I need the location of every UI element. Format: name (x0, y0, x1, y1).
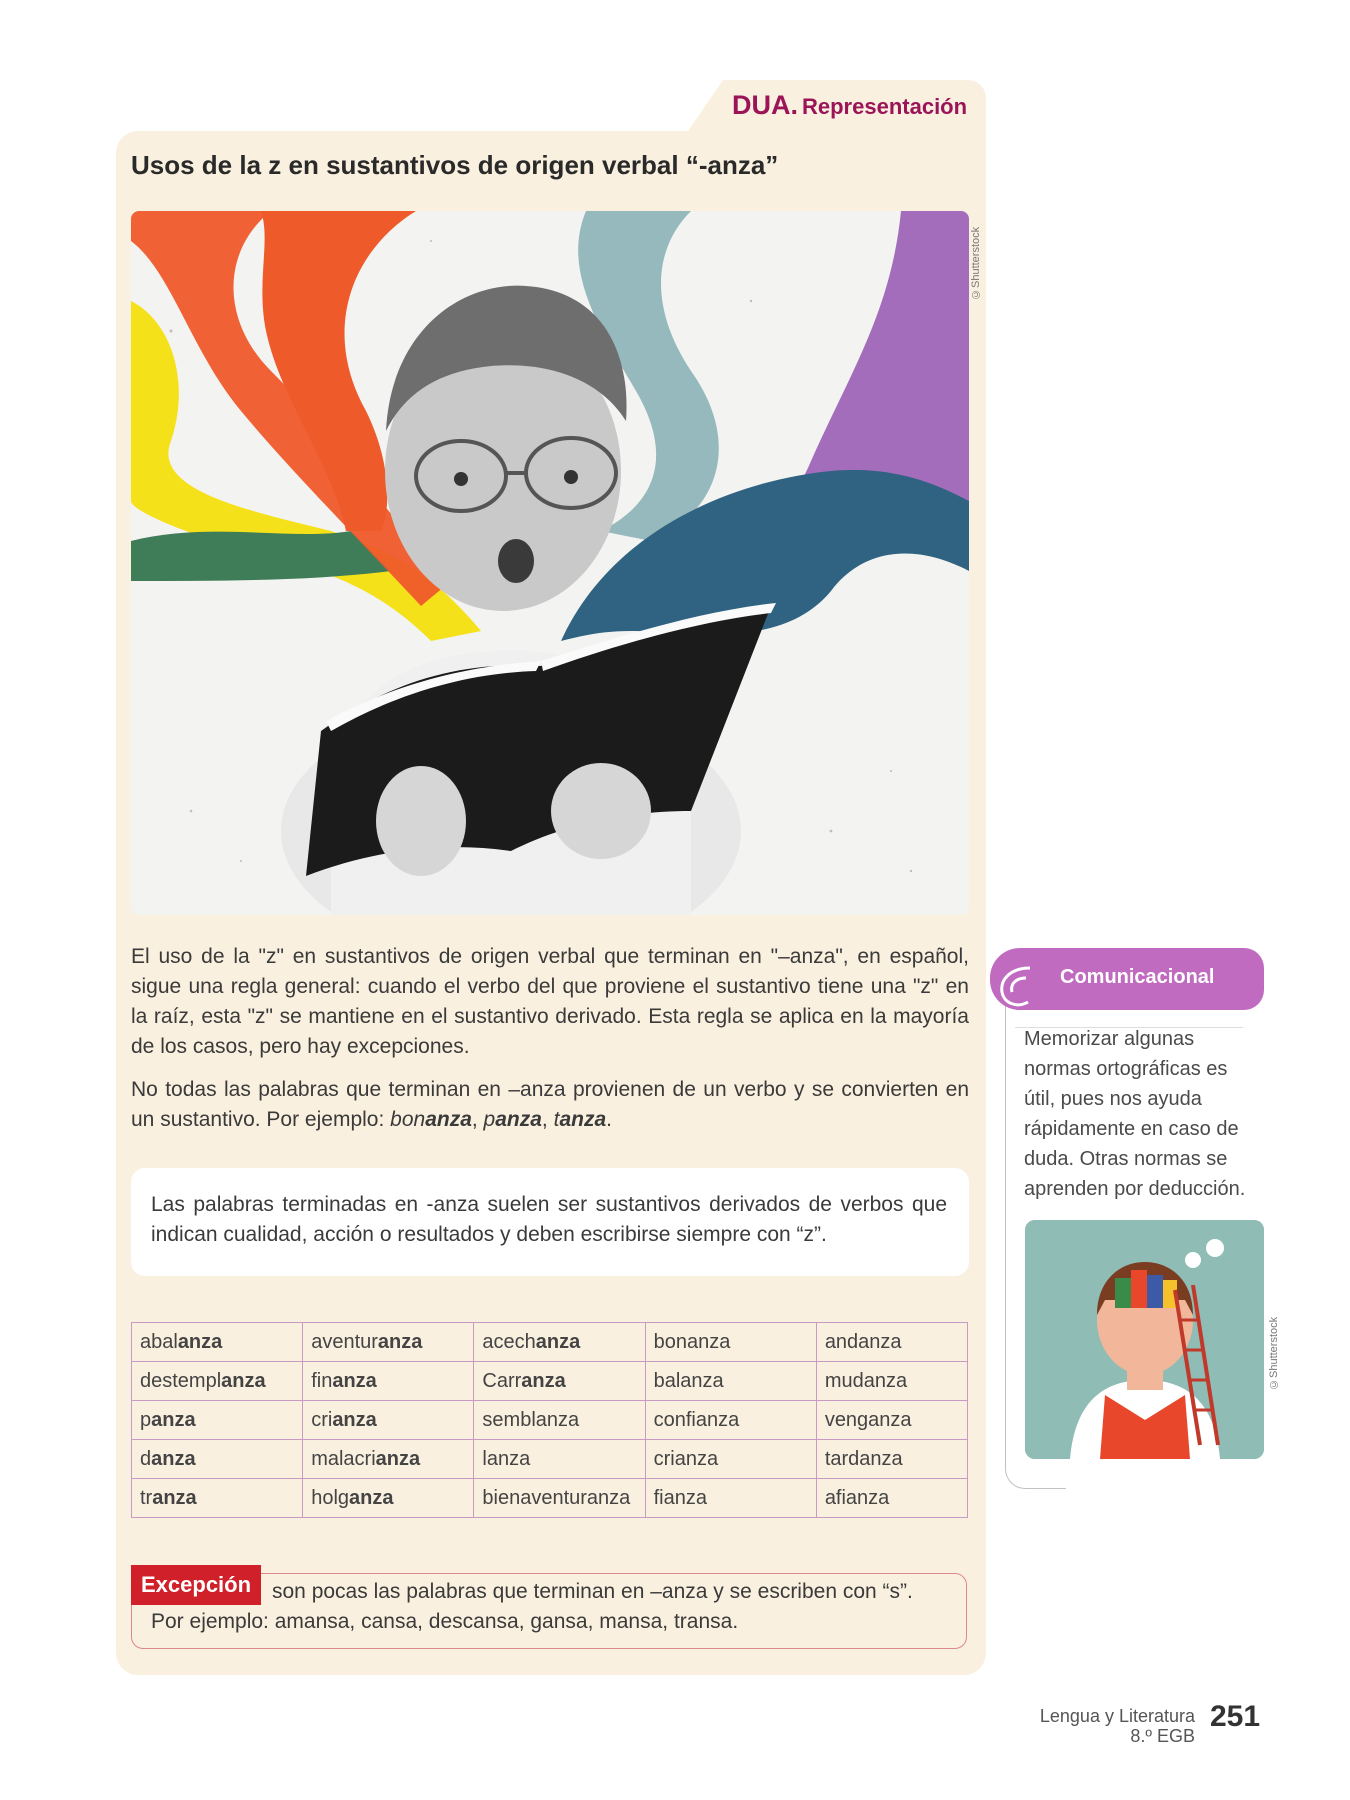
footer-subject (1005, 1706, 1195, 1746)
word-cell: tardanza (816, 1440, 967, 1479)
word-cell: holganza (303, 1479, 474, 1518)
examples-lead: No todas las palabras que terminan en –anza provienen de un verbo y se convierten en un sustantivo. Por ejemplo: (131, 1078, 969, 1131)
page-number: 251 (1210, 1700, 1261, 1733)
word-cell: destemplanza (132, 1362, 303, 1401)
word-cell: finanza (303, 1362, 474, 1401)
sidebar-text: Memorizar algunas normas ortográficas es útil, pues nos ayuda rápidamente en caso de duda. Otras normas se aprenden por deducción. (1024, 1028, 1246, 1200)
word-cell: balanza (645, 1362, 816, 1401)
word-cell: mudanza (816, 1362, 967, 1401)
dua-tag-label: Representación (802, 94, 968, 119)
word-cell: bonanza (645, 1323, 816, 1362)
word-cell: aventuranza (303, 1323, 474, 1362)
example-word: tanza (553, 1108, 607, 1131)
rule-text: Las palabras terminadas en -anza suelen ser sustantivos derivados de verbos que indican cualidad, acción o resultados y deben escribirse siempre con “z”. (151, 1193, 947, 1246)
footer-subject-name: Lengua y Literatura (1039, 1706, 1195, 1726)
word-cell: tranza (132, 1479, 303, 1518)
example-word: panza (483, 1108, 542, 1131)
table-row (132, 1440, 968, 1479)
intro-paragraph: El uso de la "z" en sustantivos de origen verbal que terminan en "–anza", en español, sigue una regla general: cuando el verbo del que proviene el sustantivo tiene una "z" en la raíz, esta "z" se mantiene en el sustantivo derivado. Esta regla se aplica en la mayoría de los casos, pero hay excepciones. (131, 945, 969, 1058)
word-cell: semblanza (474, 1401, 645, 1440)
footer-grade: 8.º EGB (1130, 1726, 1195, 1746)
word-cell: malacrianza (303, 1440, 474, 1479)
dua-tag (732, 90, 967, 121)
rule-box (131, 1168, 969, 1276)
word-cell: acechanza (474, 1323, 645, 1362)
exception-text: son pocas las palabras que terminan en –anza y se escriben con “s”. (272, 1580, 913, 1603)
table-row (132, 1479, 968, 1518)
word-cell: confianza (645, 1401, 816, 1440)
example-word: bonanza (390, 1108, 472, 1131)
sidebar-title: Comunicacional (1060, 966, 1215, 988)
word-cell: Carranza (474, 1362, 645, 1401)
image-credit: ©Shutterstock (970, 226, 982, 300)
word-cell: crianza (645, 1440, 816, 1479)
table-row (132, 1323, 968, 1362)
head-books-illustration (1025, 1220, 1264, 1459)
boy-reading-illustration (131, 211, 969, 915)
table-row (132, 1401, 968, 1440)
swirl-icon (990, 960, 1050, 1020)
examples-paragraph: No todas las palabras que terminan en –anza provienen de un verbo y se convierten en un sustantivo. Por ejemplo: bonanza, panza, tanza. (131, 1078, 969, 1131)
dua-tag-bold: DUA. (732, 90, 798, 120)
word-cell: danza (132, 1440, 303, 1479)
table-row (132, 1362, 968, 1401)
word-cell: andanza (816, 1323, 967, 1362)
word-cell: lanza (474, 1440, 645, 1479)
word-cell: abalanza (132, 1323, 303, 1362)
section-title: Usos de la z en sustantivos de origen verbal “-anza” (131, 150, 779, 180)
exception-examples: Por ejemplo: amansa, cansa, descansa, gansa, mansa, transa. (151, 1610, 739, 1633)
word-table (131, 1322, 968, 1518)
exception-label: Excepción (131, 1565, 261, 1605)
word-cell: panza (132, 1401, 303, 1440)
word-cell: afianza (816, 1479, 967, 1518)
word-cell: bienaventuranza (474, 1479, 645, 1518)
word-cell: crianza (303, 1401, 474, 1440)
sidebar-image-credit: ©Shutterstock (1268, 1316, 1280, 1390)
word-cell: venganza (816, 1401, 967, 1440)
word-cell: fianza (645, 1479, 816, 1518)
